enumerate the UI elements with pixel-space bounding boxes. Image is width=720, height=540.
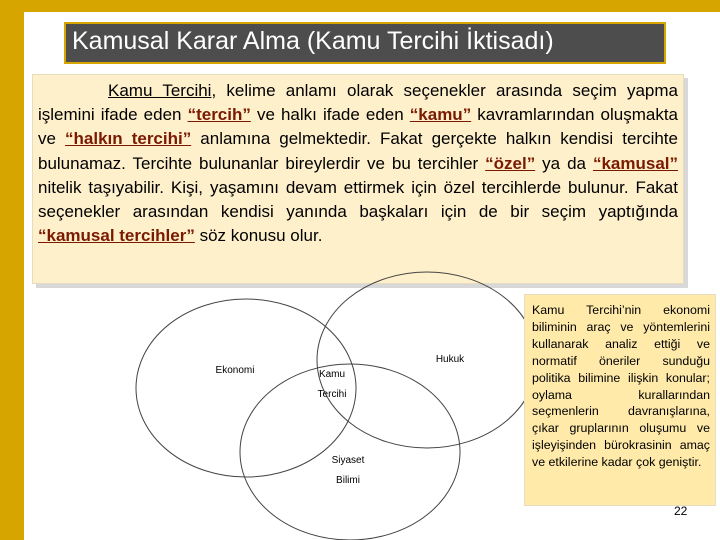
siyaset-bilimi-line2: Bilimi	[336, 475, 360, 486]
venn-label-ekonomi: Ekonomi	[215, 365, 255, 376]
term-kamu-tercihi: Kamu Tercihi	[108, 81, 212, 100]
kamu-tercihi-line1: Kamu	[318, 369, 346, 380]
highlight-kamu: “kamu”	[409, 105, 472, 125]
highlight-kamusal: “kamusal”	[592, 153, 678, 173]
highlight-halkin-tercihi: “halkın tercihi”	[65, 129, 192, 149]
paragraph-text: , kelime anlamı olarak seçenekler arasında seçim yapma işlemini ifade eden	[38, 81, 678, 125]
venn-label-kamu-tercihi	[302, 365, 362, 405]
venn-label-siyaset-bilimi	[318, 451, 378, 491]
page-number: 22	[674, 504, 688, 518]
paragraph-text: anlamına gelmektedir. Fakat gerçekte halkın kendisi tercihte bulunamaz. Tercihte bulunanlar bireylerdir ve bu tercihler	[38, 129, 678, 173]
slide-title: Kamusal Karar Alma (Kamu Tercihi İktisadı)	[72, 27, 554, 55]
paragraph-text: kavramlarından oluşmakta ve	[38, 105, 678, 149]
paragraph-text: söz konusu olur.	[194, 226, 323, 246]
paragraph-text: nitelik taşıyabilir. Kişi, yaşamını devam ettirmek için özel tercihlerde bulunur. Fakat seçenekler arasından kendisi yanında başkaları için de bir seçim yaptığında	[38, 177, 678, 222]
paragraph-text: ve halkı ifade eden	[250, 105, 410, 125]
highlight-kamusal-tercihler: “kamusal tercihler”	[38, 226, 195, 246]
paragraph-text: ya da	[535, 153, 593, 173]
kamu-tercihi-line2: Tercihi	[317, 389, 347, 400]
venn-label-hukuk: Hukuk	[435, 354, 465, 365]
highlight-tercih: “tercih”	[187, 105, 251, 125]
side-note-text: Kamu Tercihi’nin ekonomi biliminin araç ve yöntemlerini kullanarak analiz ettiği ve normatif öneriler sunduğu politika bilimine ilişkin konular; oylama kurallarından seçmenlerin davranışlarına, çıkar gruplarının oluşumu ve işleyişinden bürokrasinin amaç ve etkilerine kadar çok geniştir.	[532, 303, 710, 470]
siyaset-bilimi-line1: Siyaset	[331, 455, 365, 466]
highlight-ozel: “özel”	[485, 153, 536, 173]
